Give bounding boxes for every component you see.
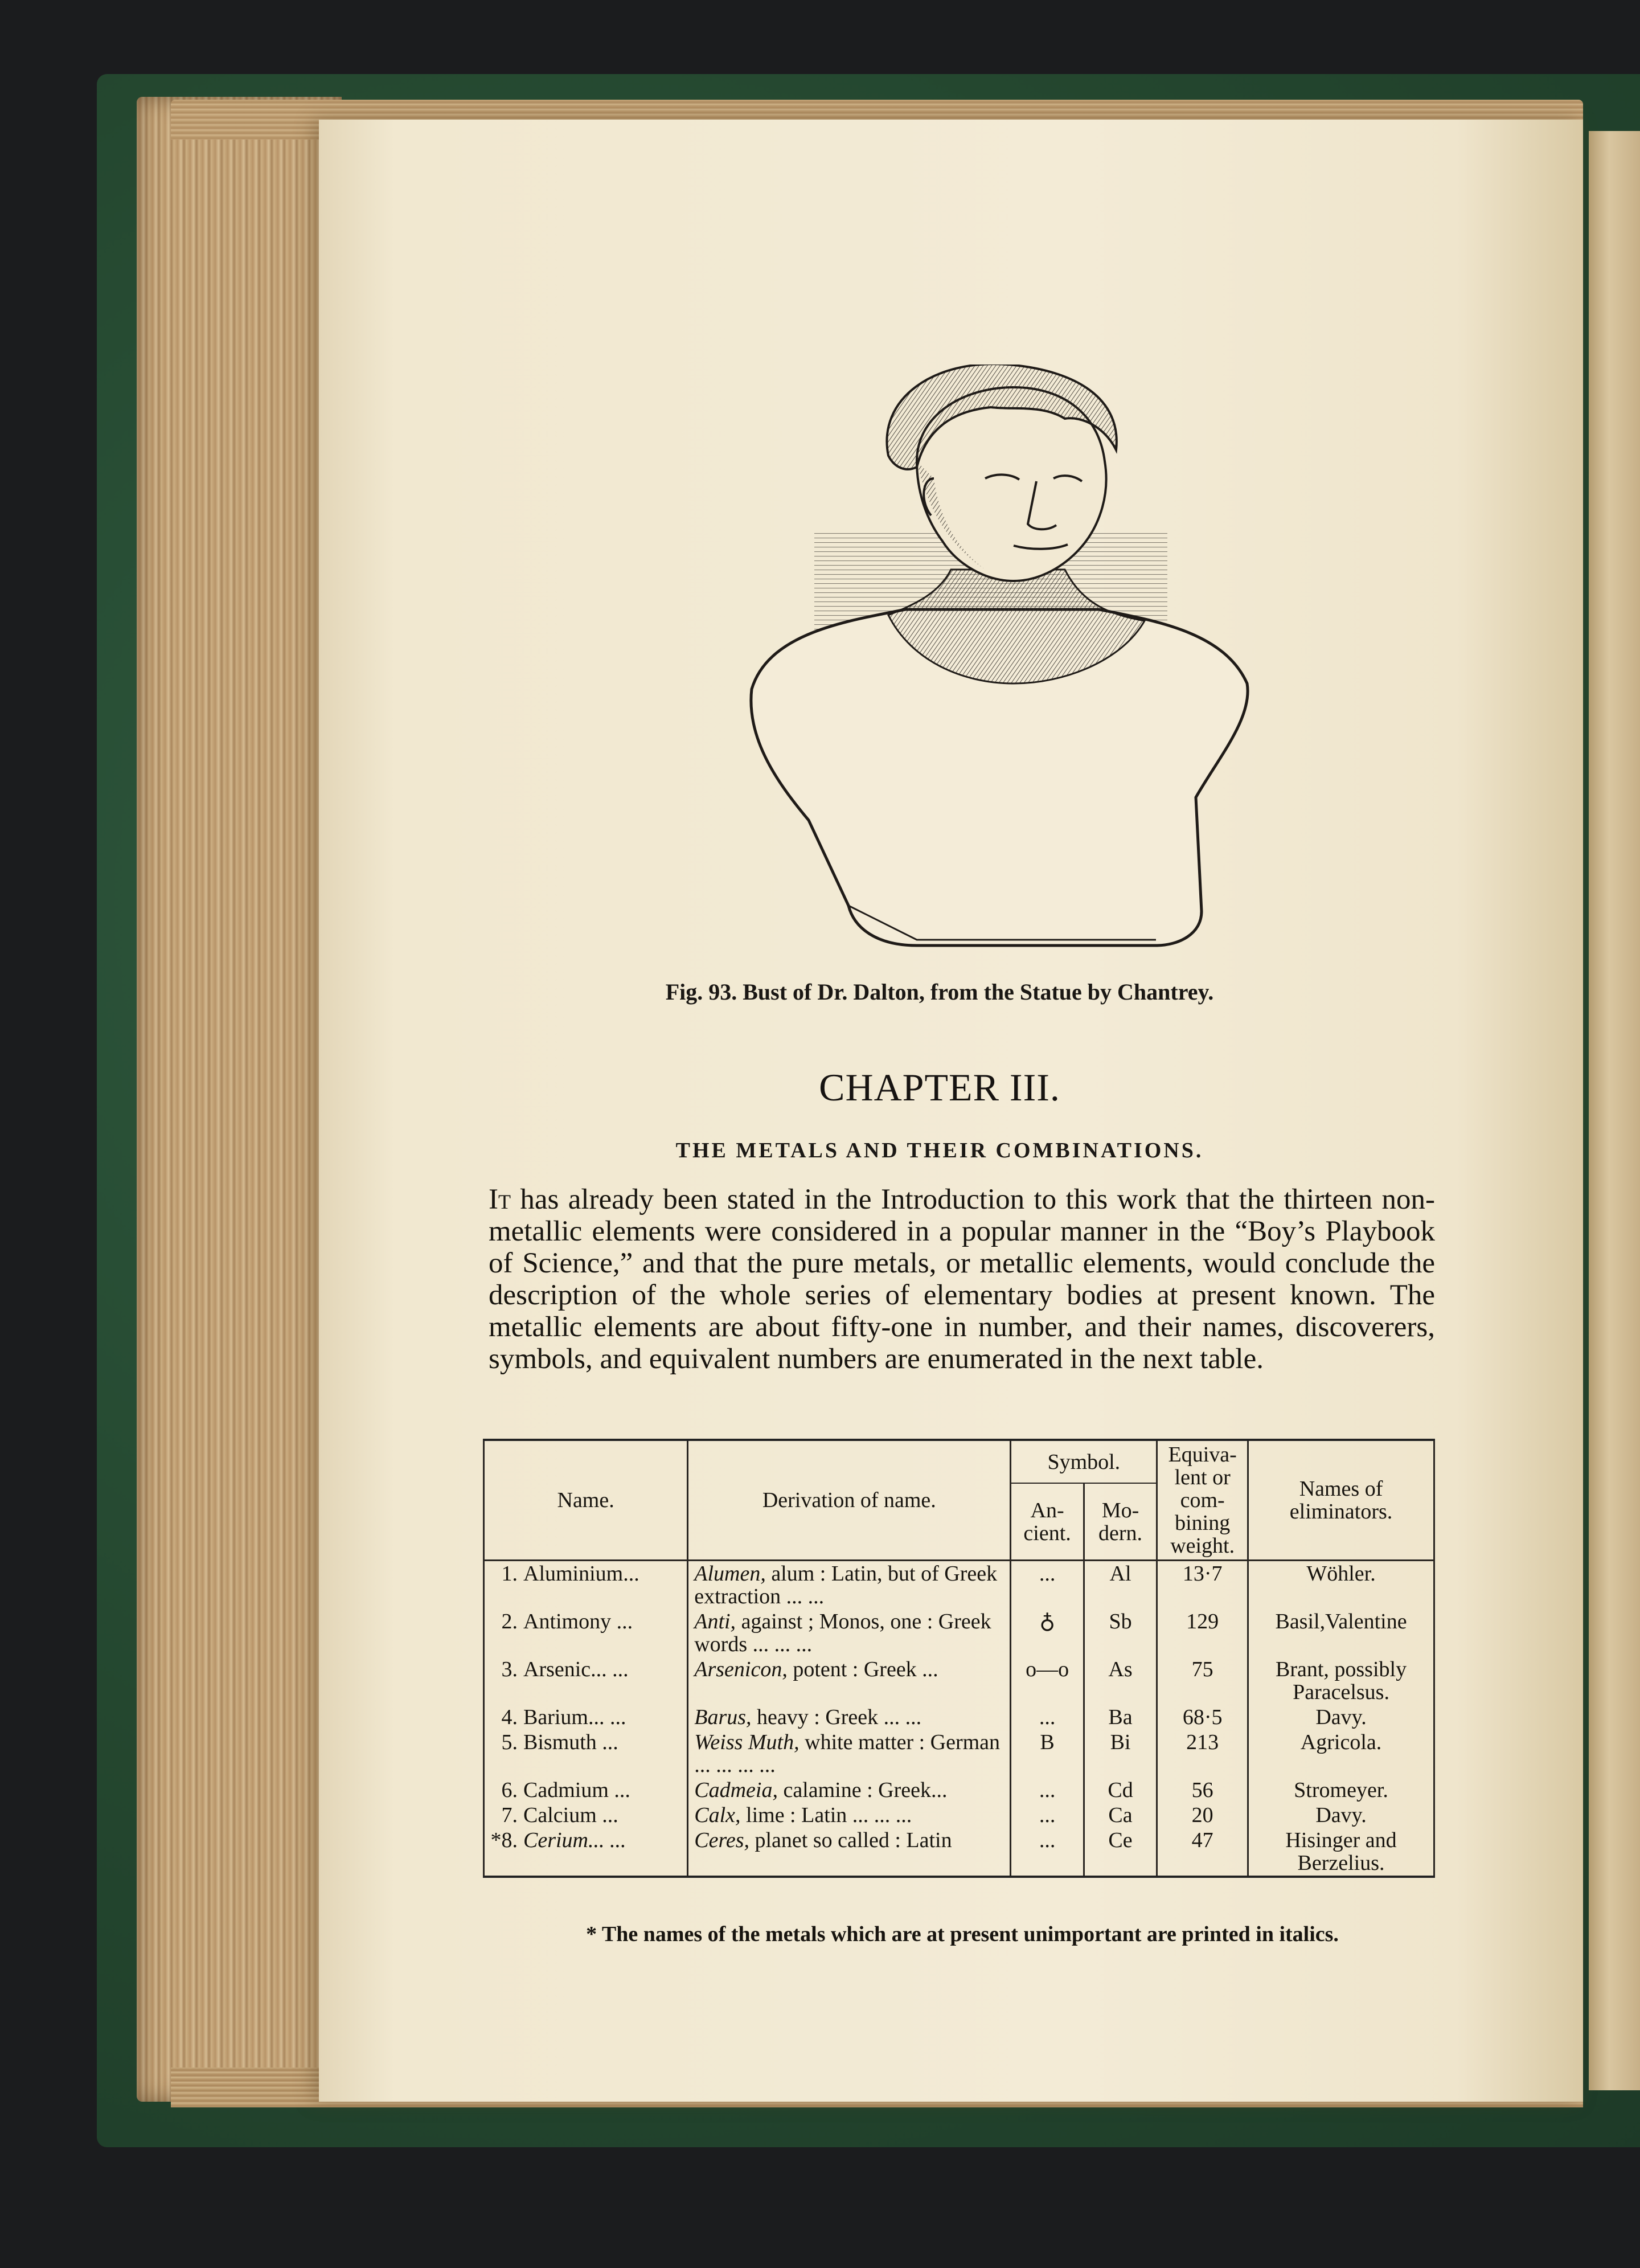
combining-weight: 56 xyxy=(1157,1778,1248,1803)
metal-name: Cadmium ... xyxy=(523,1778,630,1802)
derivation-text: against ; Monos, one : Greek words ... ... ... xyxy=(694,1610,991,1656)
metals-table-body xyxy=(484,1561,1434,1877)
eliminators: Davy. xyxy=(1248,1803,1434,1828)
figure-caption: Fig. 93. Bust of Dr. Dalton, from the Statue by Chantrey. xyxy=(665,979,1214,1005)
metal-name-cell xyxy=(484,1778,688,1803)
metals-table xyxy=(483,1439,1435,1878)
table-row xyxy=(484,1609,1434,1657)
derivation-cell xyxy=(688,1730,1011,1778)
header-eliminators: Names of eliminators. xyxy=(1248,1440,1434,1561)
metal-name: Arsenic... ... xyxy=(523,1657,629,1681)
header-equivalent: Equiva-lent or com-bining weight. xyxy=(1157,1440,1248,1561)
eliminators: Stromeyer. xyxy=(1248,1778,1434,1803)
derivation-cell xyxy=(688,1705,1011,1730)
combining-weight: 47 xyxy=(1157,1828,1248,1877)
intro-paragraph xyxy=(489,1184,1435,1375)
ancient-symbol: ... xyxy=(1011,1561,1084,1610)
combining-weight: 13·7 xyxy=(1157,1561,1248,1610)
metal-number: 4. xyxy=(501,1705,518,1729)
combining-weight: 129 xyxy=(1157,1609,1248,1657)
combining-weight: 20 xyxy=(1157,1803,1248,1828)
metal-name: Antimony ... xyxy=(523,1610,633,1634)
derivation-term: Arsenicon, xyxy=(694,1657,788,1681)
modern-symbol: Ba xyxy=(1084,1705,1157,1730)
metal-name-cell xyxy=(484,1803,688,1828)
modern-symbol: Ca xyxy=(1084,1803,1157,1828)
eliminators: Hisinger and Berzelius. xyxy=(1248,1828,1434,1877)
table-row xyxy=(484,1730,1434,1778)
eliminators: Wöhler. xyxy=(1248,1561,1434,1610)
combining-weight: 68·5 xyxy=(1157,1705,1248,1730)
metal-number: *8. xyxy=(490,1828,518,1852)
metal-name: Barium... ... xyxy=(523,1705,626,1729)
ancient-symbol: o—o xyxy=(1011,1657,1084,1705)
metal-name-cell xyxy=(484,1657,688,1705)
modern-symbol: Al xyxy=(1084,1561,1157,1610)
metal-number: 6. xyxy=(501,1778,518,1802)
ancient-symbol: ... xyxy=(1011,1778,1084,1803)
page-edges xyxy=(137,97,342,2102)
derivation-term: Anti, xyxy=(694,1610,736,1634)
metal-name: Bismuth ... xyxy=(523,1730,618,1754)
modern-symbol: Sb xyxy=(1084,1609,1157,1657)
metal-name-cell xyxy=(484,1609,688,1657)
table-row xyxy=(484,1657,1434,1705)
metal-name-cell xyxy=(484,1561,688,1610)
derivation-term: Calx, xyxy=(694,1803,741,1827)
ancient-symbol: B xyxy=(1011,1730,1084,1778)
derivation-cell xyxy=(688,1803,1011,1828)
derivation-text: lime : Latin ... ... ... xyxy=(740,1803,912,1827)
metal-name-cell xyxy=(484,1730,688,1778)
metal-number: 1. xyxy=(501,1562,518,1586)
chapter-title: CHAPTER III. xyxy=(819,1066,1060,1109)
ancient-symbol: ... xyxy=(1011,1828,1084,1877)
derivation-term: Alumen, xyxy=(694,1562,766,1586)
derivation-term: Ceres, xyxy=(694,1828,749,1852)
metal-name: Aluminium... xyxy=(523,1562,639,1586)
derivation-cell xyxy=(688,1561,1011,1610)
eliminators: Basil,Valentine xyxy=(1248,1609,1434,1657)
ancient-symbol: ... xyxy=(1011,1705,1084,1730)
metal-name: Calcium ... xyxy=(523,1803,618,1827)
derivation-cell xyxy=(688,1609,1011,1657)
table-row xyxy=(484,1705,1434,1730)
derivation-text: calamine : Greek... xyxy=(777,1778,948,1802)
metal-name-cell xyxy=(484,1828,688,1877)
derivation-cell xyxy=(688,1657,1011,1705)
header-modern: Mo-dern. xyxy=(1084,1483,1157,1560)
combining-weight: 213 xyxy=(1157,1730,1248,1778)
eliminators: Brant, possibly Paracelsus. xyxy=(1248,1657,1434,1705)
modern-symbol: Ce xyxy=(1084,1828,1157,1877)
metal-number: 2. xyxy=(501,1610,518,1634)
chapter-subtitle: THE METALS AND THEIR COMBINATIONS. xyxy=(675,1139,1204,1162)
metal-number: 3. xyxy=(501,1657,518,1681)
metal-name: Cerium... ... xyxy=(523,1828,626,1852)
derivation-term: Weiss Muth, xyxy=(694,1730,800,1754)
derivation-term: Cadmeia, xyxy=(694,1778,778,1802)
modern-symbol: Cd xyxy=(1084,1778,1157,1803)
ancient-symbol: ♁ xyxy=(1011,1609,1084,1657)
derivation-term: Barus, xyxy=(694,1705,752,1729)
eliminators: Agricola. xyxy=(1248,1730,1434,1778)
modern-symbol: As xyxy=(1084,1657,1157,1705)
table-row xyxy=(484,1561,1434,1610)
table-row xyxy=(484,1778,1434,1803)
dalton-bust-illustration xyxy=(746,365,1270,957)
facing-page-edge xyxy=(1589,131,1640,2090)
modern-symbol: Bi xyxy=(1084,1730,1157,1778)
header-ancient: An-cient. xyxy=(1011,1483,1084,1560)
metal-number: 7. xyxy=(501,1803,518,1827)
header-derivation: Derivation of name. xyxy=(688,1440,1011,1561)
table-footnote: * The names of the metals which are at present unimportant are printed in italics. xyxy=(586,1922,1339,1946)
header-name: Name. xyxy=(484,1440,688,1561)
derivation-text: alum : Latin, but of Greek extraction ... ... xyxy=(694,1562,998,1608)
derivation-text: planet so called : Latin xyxy=(749,1828,952,1852)
derivation-cell xyxy=(688,1778,1011,1803)
metal-name-cell xyxy=(484,1705,688,1730)
derivation-text: heavy : Greek ... ... xyxy=(751,1705,922,1729)
table-row xyxy=(484,1828,1434,1877)
derivation-text: potent : Greek ... xyxy=(787,1657,938,1681)
table-row xyxy=(484,1803,1434,1828)
header-symbol: Symbol. xyxy=(1011,1440,1157,1483)
intro-text: has already been stated in the Introduction to this work that the thirteen non-metallic elements were considered in a popular manner in the “Boy’s Playbook of Science,” and that the pure metals, or metallic elements, would conclude the description of the whole series of elementary bodies at present known. The metallic elements are about fifty-one in number, and their names, discoverers, symbols, and equivalent numbers are enumerated in the next table. xyxy=(489,1184,1435,1375)
ancient-symbol: ... xyxy=(1011,1803,1084,1828)
intro-first-word: It xyxy=(489,1184,511,1215)
derivation-text: white matter : German ... ... ... ... xyxy=(694,1730,1001,1777)
eliminators: Davy. xyxy=(1248,1705,1434,1730)
derivation-cell xyxy=(688,1828,1011,1877)
combining-weight: 75 xyxy=(1157,1657,1248,1705)
metal-number: 5. xyxy=(501,1730,518,1754)
